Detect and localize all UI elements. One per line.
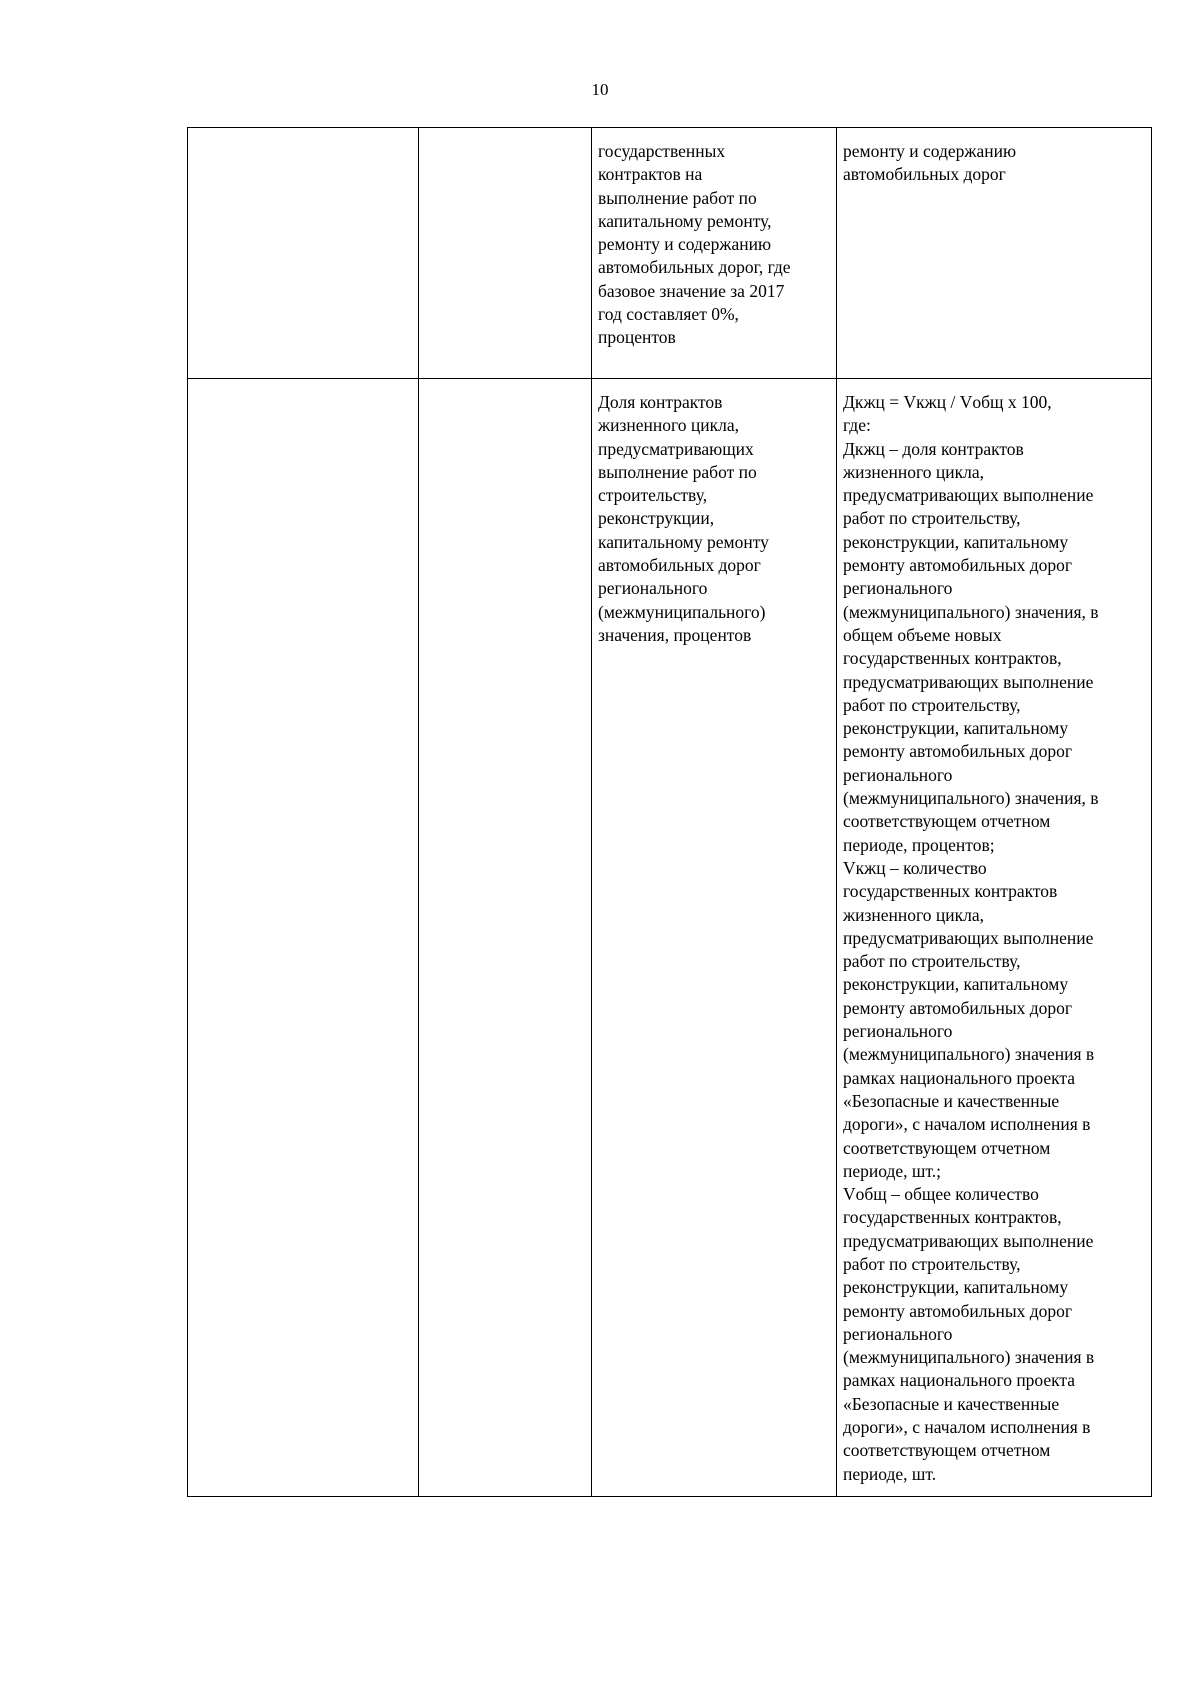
indicator-name-text: государственных контрактов на выполнение работ по капитальному ремонту, ремонту и содержанию автомобильных дорог, где базовое значение за 2017 год составляет 0%, процентов: [598, 141, 791, 348]
indicator-table: [187, 127, 1152, 1497]
formula-text: Дкжц = Vкжц / Vобщ x 100, где: Дкжц – доля контрактов жизненного цикла, предусматривающих выполнение работ по строительству, реконструкции, капитальному ремонту автомобильных дорог регионального (межмуниципального) значения, в общем объеме новых государственных контрактов, предусматривающих выполнение работ по строительству, реконструкции, капитальному ремонту автомобильных дорог регионального (межмуниципального) значения, в соответствующем отчетном периоде, процентов; Vкжц – количество государственных контрактов жизненного цикла, предусматривающих выполнение работ по строительству, реконструкции, капитальному ремонту автомобильных дорог регионального (межмуниципального) значения в рамках национального проекта «Безопасные и качественные дороги», с началом исполнения в соответствующем отчетном периоде, шт.; Vобщ – общее количество государственных контрактов, предусматривающих выполнение работ по строительству, реконструкции, капитальному ремонту автомобильных дорог регионального (межмуниципального) значения в рамках национального проекта «Безопасные и качественные дороги», с началом исполнения в соответствующем отчетном периоде, шт.: [843, 392, 1099, 1484]
page-number: 10: [591, 80, 609, 99]
formula-cell: [837, 128, 1152, 379]
indicator-name-cell: [592, 128, 837, 379]
indicator-name-cell: [592, 379, 837, 1497]
table-cell-empty: [188, 379, 419, 1497]
formula-text: ремонту и содержанию автомобильных дорог: [843, 141, 1017, 185]
table-cell-empty: [419, 379, 592, 1497]
formula-cell: [837, 379, 1152, 1497]
indicator-name-text: Доля контрактов жизненного цикла, предусматривающих выполнение работ по строительству, реконструкции, капитальному ремонту автомобильных дорог регионального (межмуниципального) значения, процентов: [598, 392, 769, 645]
table-row: [188, 128, 1152, 379]
table-row: [188, 379, 1152, 1497]
table-cell-empty: [419, 128, 592, 379]
table-cell-empty: [188, 128, 419, 379]
